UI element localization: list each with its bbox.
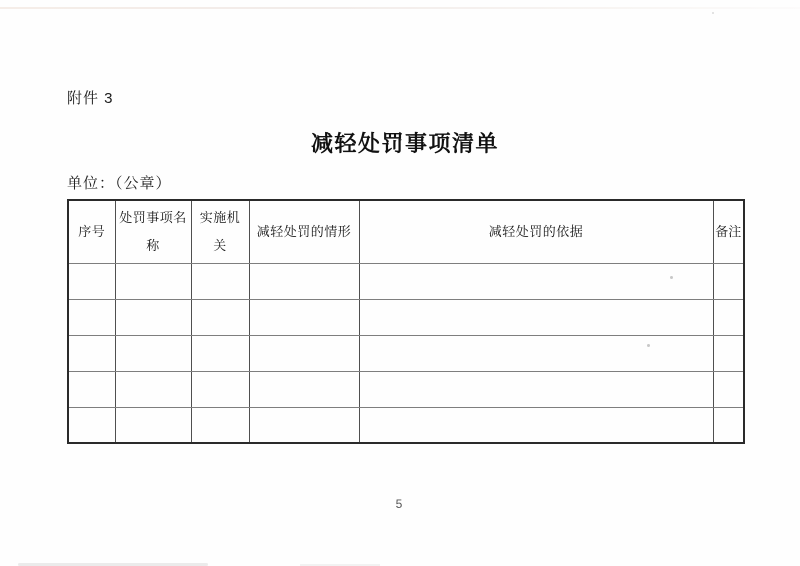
col-header-remarks: 备注 xyxy=(713,200,744,263)
table-cell xyxy=(68,371,115,407)
attachment-label: 附件 3 xyxy=(67,90,114,107)
col-header-mitigation-basis: 减轻处罚的依据 xyxy=(359,200,713,263)
table-cell xyxy=(191,299,249,335)
table-cell xyxy=(191,407,249,443)
table-header-row xyxy=(68,200,744,263)
col-header-implementing-agency: 实施机关 xyxy=(191,200,249,263)
table-body xyxy=(68,263,744,443)
table-cell xyxy=(359,299,713,335)
table-cell xyxy=(249,407,359,443)
table-row xyxy=(68,371,744,407)
table-cell xyxy=(249,263,359,299)
punishment-items-table xyxy=(67,199,745,444)
table-cell xyxy=(68,335,115,371)
unit-seal-label: 单位：（公章） xyxy=(67,175,172,192)
table-cell xyxy=(115,407,191,443)
table-cell xyxy=(359,263,713,299)
table-row xyxy=(68,299,744,335)
table-cell xyxy=(713,335,744,371)
col-header-item-name: 处罚事项名称 xyxy=(115,200,191,263)
table-cell xyxy=(713,263,744,299)
table-cell xyxy=(359,335,713,371)
table-cell xyxy=(249,299,359,335)
page-title: 减轻处罚事项清单 xyxy=(310,131,499,156)
table-cell xyxy=(713,299,744,335)
table-row xyxy=(68,407,744,443)
scan-edge-artifact-top xyxy=(0,7,800,9)
table-cell xyxy=(68,263,115,299)
table-cell xyxy=(249,335,359,371)
table-cell xyxy=(713,407,744,443)
table-cell xyxy=(249,371,359,407)
table-cell xyxy=(68,407,115,443)
table-cell xyxy=(191,263,249,299)
table-cell xyxy=(115,371,191,407)
table-cell xyxy=(191,335,249,371)
col-header-serial-number: 序号 xyxy=(68,200,115,263)
table-cell xyxy=(191,371,249,407)
table-cell xyxy=(359,407,713,443)
page-number: 5 xyxy=(395,497,403,511)
table-row xyxy=(68,263,744,299)
table-row xyxy=(68,335,744,371)
table-cell xyxy=(68,299,115,335)
table-cell xyxy=(713,371,744,407)
table-cell xyxy=(115,263,191,299)
scan-speck xyxy=(712,12,714,14)
table-cell xyxy=(115,299,191,335)
table-cell xyxy=(115,335,191,371)
col-header-mitigation-circumstances: 减轻处罚的情形 xyxy=(249,200,359,263)
table-cell xyxy=(359,371,713,407)
